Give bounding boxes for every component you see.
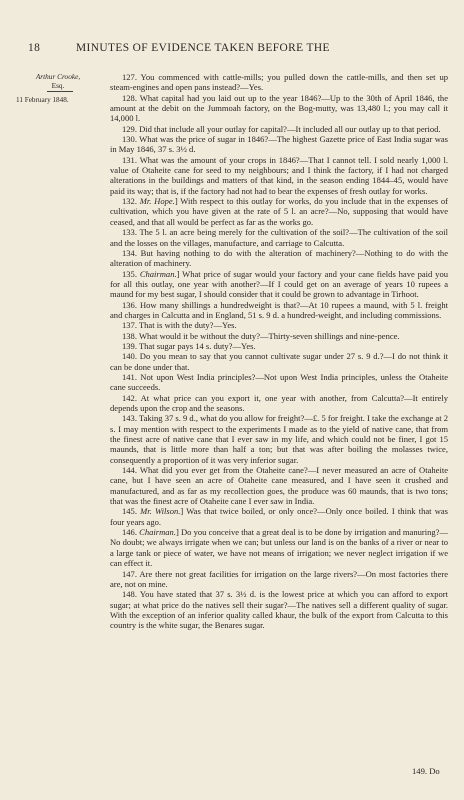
question-paragraph: 141. Not upon West India principles?—Not upon West India principles, unless the Otaheite cane succeeds. <box>110 371 448 393</box>
question-paragraph: 144. What did you ever get from the Otaheite cane?—I never measured an acre of Otaheite cane, but I have seen an acre of Otaheite cane measured, and I have seen it crushed and manufactured, and as far as my recollection goes, the produce was 60 maunds, that is two tons; that was the finest acre of Otaheite cane I ever saw in India. <box>110 465 448 507</box>
question-paragraph: 143. Taking 37 s. 9 d., what do you allow for freight?—£. 5 for freight. I take the exchange at 2 s. I may mention with respect to the experiments I made as to the yield of native cane, that from the finest acre of native cane that I ever saw in my life, and which could not be finer, I got 15 maunds, that is little more than half a ton; but that was after boiling the molasses twice, consequently a proportion of it was very inferior sugar. <box>110 413 448 465</box>
question-paragraph: 127. You commenced with cattle-mills; you pulled down the cattle-mills, and then set up steam-engines and open pans instead?—Yes. <box>110 72 448 93</box>
question-paragraph: 139. That sugar pays 14 s. duty?—Yes. <box>122 340 256 351</box>
question-paragraph: 140. Do you mean to say that you cannot cultivate sugar under 27 s. 9 d.?—I do not think it can be done under that. <box>110 351 448 372</box>
question-paragraph: 136. How many shillings a hundredweight is that?—At 10 rupees a maund, with 5 l. freight and charges in Calcutta and in England, 51 s. 9 d. a hundred-weight, and including commissions. <box>110 299 448 320</box>
question-paragraph: 135. Chairman.] What price of sugar would your factory and your cane fields have paid you for all this outlay, one year with another?—If I could get on an average of years 10 rupees a maund for my best sugar, I should consider that it could be grown to advantage in Tirhoot. <box>110 268 448 300</box>
question-paragraph: 138. What would it be without the duty?—Thirty-seven shillings and nine-pence. <box>122 330 400 341</box>
witness-title: Esq. <box>51 81 65 90</box>
page-number: 18 <box>28 42 41 54</box>
question-paragraph: 148. You have stated that 37 s. 3½ d. is the lowest price at which you can afford to export sugar; at what price do the natives sell their sugar?—The natives sell a different quality of sugar. With the exception of an inferior quality called khaur, the bulk of the export from Calcutta to this country is the white sugar, the Benares sugar. <box>110 589 448 631</box>
question-paragraph: 128. What capital had you laid out up to the year 1846?—Up to the 30th of April 1846, the amount at the debit on the Jummoah factory, on the Bog-mutty, was 13,480 l.; you may call it 14,000 l. <box>110 92 448 124</box>
question-paragraph: 146. Chairman.] Do you conceive that a great deal is to be done by irrigation and manuring?—No doubt; we always irrigate when we can; but unless our land is on the banks of a river or near to a large tank or piece of water, we have not means of irrigation; we never neglect irrigation if we can effect it. <box>110 527 449 569</box>
question-paragraph: 147. Are there not great facilities for irrigation on the large rivers?—On most factories there are, not on mine. <box>110 568 448 589</box>
question-paragraph: 130. What was the price of sugar in 1846?—The highest Gazette price of East India sugar was in May 1846, 37 s. 3½ d. <box>110 134 448 155</box>
speaker-label: Mr. Wilson. <box>140 506 181 517</box>
catchword: 149. Do <box>412 766 440 776</box>
margin-rule <box>47 91 73 92</box>
question-paragraph: 134. But having nothing to do with the alteration of machinery?—Nothing to do with the alteration of machinery. <box>110 247 448 269</box>
question-paragraph: 133. The 5 l. an acre being merely for the cultivation of the soil?—The cultivation of the soil and the losses on the villages, manufacture, and carriage to Calcutta. <box>110 227 448 248</box>
question-paragraph: 129. Did that include all your outlay for capital?—It included all our outlay up to that period. <box>122 123 441 134</box>
running-title: MINUTES OF EVIDENCE TAKEN BEFORE THE <box>76 42 330 54</box>
evidence-date: 11 February 1848. <box>16 96 69 104</box>
speaker-label: Chairman. <box>139 527 176 538</box>
evidence-body <box>110 72 448 631</box>
speaker-label: Mr. Hope. <box>139 196 175 207</box>
margin-witness <box>16 72 100 104</box>
question-paragraph: 131. What was the amount of your crops in 1846?—That I cannot tell. I sold nearly 1,000 l. value of Otaheite cane for seed to my neighbours; and I think the factory, if I had not charged alterations in the buildings and matters of that kind, in the season ending 1844–45, would have paid its way; that is, if the factory had not had to bear the expenses of fresh outlay for works. <box>110 154 448 196</box>
speaker-label: Chairman. <box>139 268 177 279</box>
question-paragraph: 142. At what price can you export it, one year with another, from Calcutta?—It entirely depends upon the crop and the seasons. <box>110 392 448 413</box>
question-paragraph: 132. Mr. Hope.] With respect to this outlay for works, do you include that in the expenses of cultivation, which you have given at the rate of 5 l. an acre?—No, supposing that would have ceased, and that all would be perfect as far as the works go. <box>110 196 449 227</box>
question-paragraph: 137. That is with the duty?—Yes. <box>122 320 237 331</box>
question-paragraph: 145. Mr. Wilson.] Was that twice boiled, or only once?—Only once boiled. I think that was four years ago. <box>110 506 449 527</box>
witness-name: Arthur Crooke, <box>35 72 81 81</box>
